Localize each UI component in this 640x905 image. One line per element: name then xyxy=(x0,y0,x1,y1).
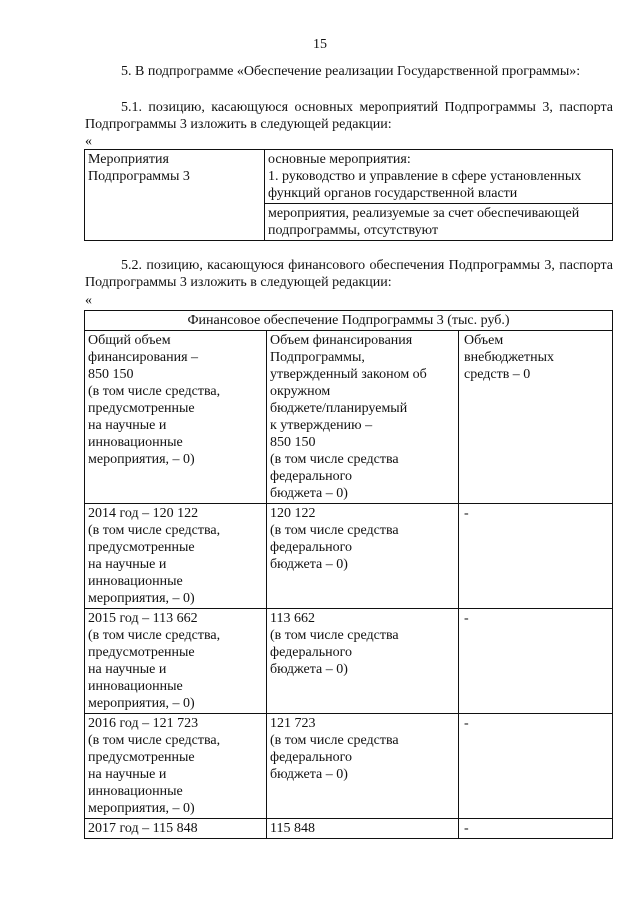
cell-line: мероприятия, – 0) xyxy=(88,591,195,606)
cell-line: 850 150 xyxy=(88,367,134,382)
cell-line: 121 723 xyxy=(270,716,316,731)
cell-line: предусмотренные xyxy=(88,750,195,765)
cell-line: федерального xyxy=(270,750,353,765)
cell-line: основные мероприятия: xyxy=(268,152,411,167)
cell-line: 115 848 xyxy=(270,821,315,836)
cell-line: федерального xyxy=(270,540,353,555)
financing-row xyxy=(85,609,613,714)
financing-cell-b xyxy=(267,504,459,609)
cell-line: Общий объем xyxy=(88,333,171,348)
financing-cell-a xyxy=(85,331,267,504)
cell-line: мероприятия, – 0) xyxy=(88,696,195,711)
opening-quote-1: « xyxy=(85,134,92,149)
financing-table xyxy=(84,310,613,839)
cell-line: предусмотренные xyxy=(88,401,195,416)
financing-cell-c xyxy=(459,504,613,609)
financing-row xyxy=(85,504,613,609)
activities-table xyxy=(84,149,613,241)
financing-cell-b xyxy=(267,609,459,714)
financing-cell-b xyxy=(267,714,459,819)
financing-table-header: Финансовое обеспечение Подпрограммы 3 (тыс. руб.) xyxy=(85,311,613,331)
financing-row xyxy=(85,819,613,839)
financing-cell-c xyxy=(459,714,613,819)
cell-line: 2015 год – 113 662 xyxy=(88,611,198,626)
cell-line: предусмотренные xyxy=(88,645,195,660)
cell-line: на научные и xyxy=(88,662,167,677)
label-line: Мероприятия xyxy=(88,152,169,167)
main-activities-cell xyxy=(265,150,613,204)
cell-line: - xyxy=(464,821,469,836)
cell-line: бюджета – 0) xyxy=(270,767,348,782)
financing-cell-a xyxy=(85,714,267,819)
cell-line: мероприятия, реализуемые за счет обеспечивающей xyxy=(268,206,580,221)
cell-line: 2017 год – 115 848 xyxy=(88,821,198,836)
cell-line: (в том числе средства xyxy=(270,628,399,643)
cell-line: - xyxy=(464,716,469,731)
financing-cell-a xyxy=(85,504,267,609)
financing-row xyxy=(85,714,613,819)
cell-line: Объем xyxy=(464,333,504,348)
cell-line: к утверждению – xyxy=(270,418,373,433)
cell-line: инновационные xyxy=(88,435,183,450)
cell-line: федерального xyxy=(270,645,353,660)
financing-cell-b xyxy=(267,819,459,839)
cell-line: (в том числе средства, xyxy=(88,733,221,748)
cell-line: бюджета – 0) xyxy=(270,486,348,501)
activities-label-cell xyxy=(85,150,265,241)
cell-line: (в том числе средства, xyxy=(88,628,221,643)
opening-quote-2: « xyxy=(85,293,92,308)
label-line: Подпрограммы 3 xyxy=(88,169,190,184)
cell-line: на научные и xyxy=(88,418,167,433)
cell-line: инновационные xyxy=(88,679,183,694)
cell-line: внебюджетных xyxy=(464,350,555,365)
cell-line: Объем финансирования xyxy=(270,333,413,348)
cell-line: бюджете/планируемый xyxy=(270,401,408,416)
cell-line: 850 150 xyxy=(270,435,316,450)
cell-line: бюджета – 0) xyxy=(270,557,348,572)
cell-line: Подпрограммы, xyxy=(270,350,365,365)
financing-cell-a xyxy=(85,609,267,714)
financing-cell-c xyxy=(459,819,613,839)
financing-cell-c xyxy=(459,331,613,504)
cell-line: на научные и xyxy=(88,557,167,572)
cell-line: 1. руководство и управление в сфере установленных xyxy=(268,169,582,184)
cell-line: (в том числе средства, xyxy=(88,523,221,538)
cell-line: - xyxy=(464,506,469,521)
cell-line: (в том числе средства xyxy=(270,523,399,538)
financing-cell-c xyxy=(459,609,613,714)
paragraph-5-1: 5.1. позицию, касающуюся основных мероприятий Подпрограммы 3, паспорта Подпрограммы 3 изложить в следующей редакции: xyxy=(85,100,613,132)
cell-line: на научные и xyxy=(88,767,167,782)
cell-line: 113 662 xyxy=(270,611,315,626)
cell-line: инновационные xyxy=(88,784,183,799)
cell-line: (в том числе средства, xyxy=(88,384,221,399)
cell-line: бюджета – 0) xyxy=(270,662,348,677)
cell-line: утвержденный законом об xyxy=(270,367,427,382)
cell-line: средств – 0 xyxy=(464,367,531,382)
cell-line: 2016 год – 121 723 xyxy=(88,716,199,731)
paragraph-5-2: 5.2. позицию, касающуюся финансового обеспечения Подпрограммы 3, паспорта Подпрограммы 3 изложить в следующей редакции: xyxy=(85,258,613,290)
extra-activities-cell xyxy=(265,204,613,241)
cell-line: мероприятия, – 0) xyxy=(88,801,195,816)
cell-line: инновационные xyxy=(88,574,183,589)
cell-line: функций органов государственной власти xyxy=(268,186,518,201)
cell-line: подпрограммы, отсутствуют xyxy=(268,223,439,238)
cell-line: финансирования – xyxy=(88,350,199,365)
page-number: 15 xyxy=(313,37,327,52)
financing-cell-a xyxy=(85,819,267,839)
financing-cell-b xyxy=(267,331,459,504)
cell-line: федерального xyxy=(270,469,353,484)
cell-line: мероприятия, – 0) xyxy=(88,452,195,467)
cell-line: предусмотренные xyxy=(88,540,195,555)
cell-line: окружном xyxy=(270,384,331,399)
cell-line: 120 122 xyxy=(270,506,316,521)
cell-line: (в том числе средства xyxy=(270,733,399,748)
paragraph-5: 5. В подпрограмме «Обеспечение реализации Государственной программы»: xyxy=(121,64,581,79)
cell-line: (в том числе средства xyxy=(270,452,399,467)
cell-line: - xyxy=(464,611,469,626)
cell-line: 2014 год – 120 122 xyxy=(88,506,199,521)
financing-row xyxy=(85,331,613,504)
